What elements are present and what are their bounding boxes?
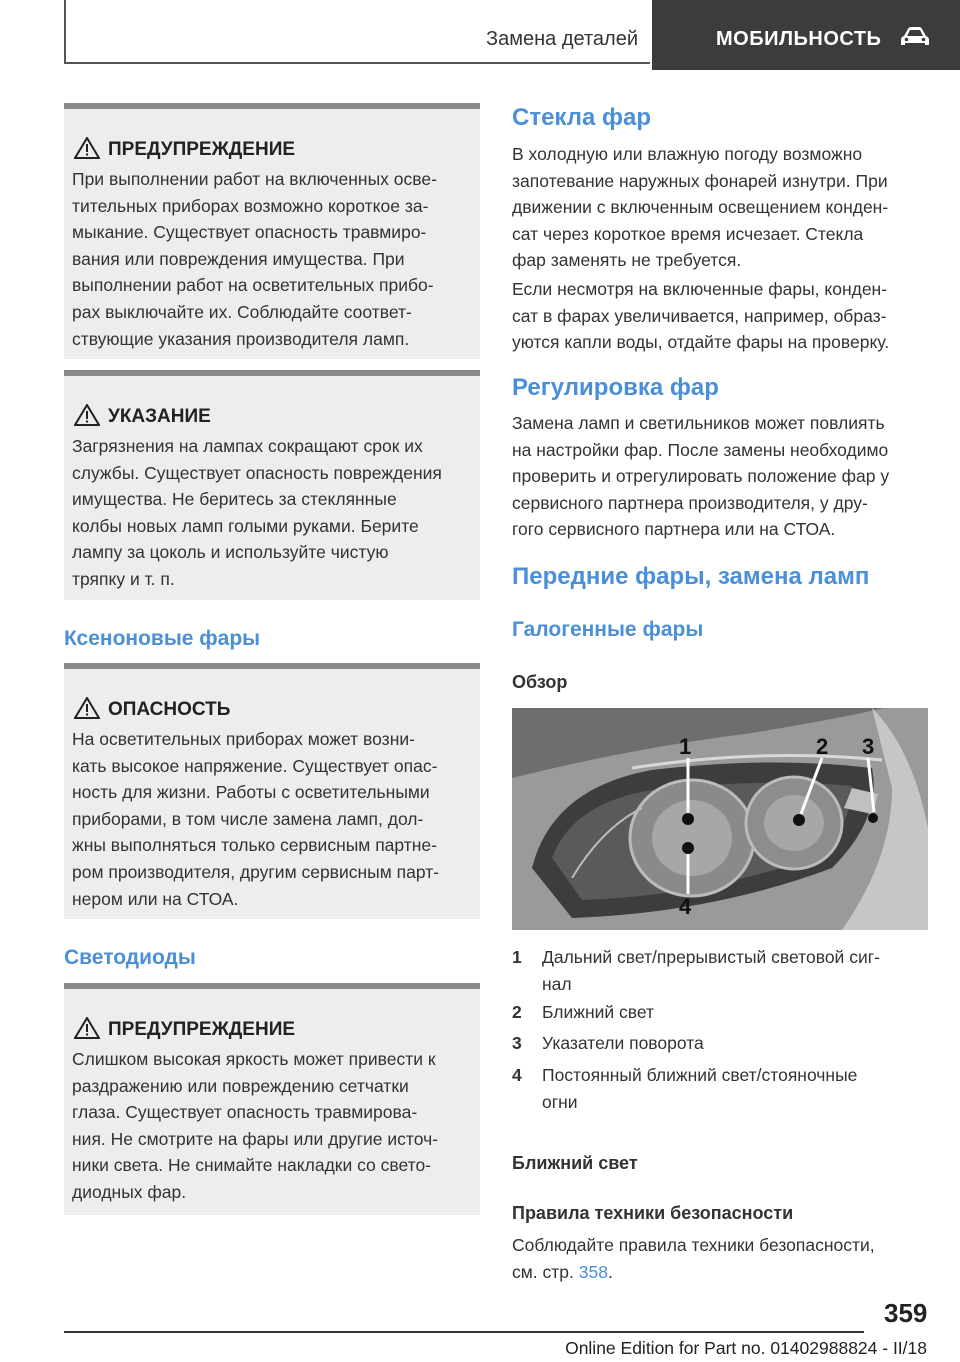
- warning-triangle-icon: [74, 137, 100, 159]
- text-line: раздражению или повреждению сетчатки: [72, 1075, 409, 1096]
- text-line: ствующие указания производителя ламп.: [72, 328, 410, 349]
- text-line: проверить и отрегулировать положение фар у: [512, 466, 890, 487]
- legend-number: 4: [512, 1065, 522, 1085]
- text-line: на настройки фар. После замены необходимо: [512, 439, 889, 460]
- text-line: сат в фарах увеличивается, например, образ-: [512, 305, 887, 326]
- text-line: Ближний свет: [542, 1002, 655, 1022]
- text-line: фар заменять не требуется.: [512, 250, 742, 271]
- footer-rule: [64, 1331, 864, 1333]
- text-line: При выполнении работ на включенных осве-: [72, 169, 437, 189]
- chapter-title: МОБИЛЬНОСТЬ: [716, 28, 882, 50]
- text-line: ром производителя, другим сервисным парт-: [72, 861, 440, 882]
- header-bottom-rule: [64, 62, 650, 64]
- text-line: колбы новых ламп голыми руками. Берите: [72, 515, 419, 536]
- text-line: вания или повреждения имущества. При: [72, 248, 405, 269]
- warning-box-2: [64, 983, 480, 1215]
- legend-number: 2: [512, 1002, 522, 1022]
- text-line: [512, 1259, 928, 1286]
- figure-label: 4: [679, 894, 692, 919]
- text-line: глаза. Существует опасность травмирова-: [72, 1102, 418, 1123]
- text-line: запотевание наружных фонарей изнутри. При: [512, 170, 888, 191]
- glass-heading: Стекла фар: [512, 104, 652, 131]
- legend-number: 3: [512, 1033, 522, 1053]
- halogen-heading: Галогенные фары: [512, 618, 704, 641]
- text-line: ность для жизни. Работы с осветительными: [72, 782, 430, 803]
- safety-heading: Правила техники безопасности: [512, 1203, 794, 1223]
- headlight-figure: [512, 708, 928, 930]
- warning-text: [72, 166, 472, 352]
- text-line: огни: [542, 1091, 578, 1112]
- text-line: Дальний свет/прерывистый световой сиг-: [542, 947, 880, 967]
- text-line: В холодную или влажную погоду возможно: [512, 144, 863, 164]
- text-line: Загрязнения на лампах сокращают срок их: [72, 436, 423, 456]
- front-lights-heading: Передние фары, замена ламп: [512, 563, 870, 590]
- lowbeam-heading: Ближний свет: [512, 1153, 638, 1173]
- text-line: Замена ламп и светильников может повлиять: [512, 413, 885, 433]
- text-line: сервисного партнера производителя, у дру-: [512, 492, 868, 513]
- text-line: выполнении работ на осветительных прибо-: [72, 275, 434, 296]
- figure-label: 2: [816, 734, 829, 759]
- glass-paragraph-1: [512, 141, 928, 274]
- headlight-illustration: [512, 708, 928, 930]
- text-line: нером или на СТОА.: [72, 888, 239, 909]
- figure-label: 3: [862, 734, 875, 759]
- text-line: Если несмотря на включенные фары, конден-: [512, 279, 888, 299]
- adjust-paragraph: [512, 410, 928, 543]
- text-line: диодных фар.: [72, 1181, 187, 1202]
- warning-title: ПРЕДУПРЕЖДЕНИЕ: [108, 1019, 296, 1040]
- text-fragment: .: [607, 1261, 613, 1282]
- xenon-heading: Ксеноновые фары: [64, 627, 261, 650]
- text-line: службы. Существует опасность повреждения: [72, 462, 442, 483]
- text-line: тительных приборах возможно короткое за-: [72, 195, 429, 216]
- text-line: На осветительных приборах может возни-: [72, 729, 415, 749]
- led-heading: Светодиоды: [64, 946, 196, 969]
- text-line: лампу за цоколь и используйте чистую: [72, 542, 389, 563]
- warning-triangle-icon: [74, 697, 100, 719]
- text-line: приборами, в том числе замена ламп, дол-: [72, 808, 424, 829]
- text-line: рах выключайте их. Соблюдайте соответ-: [72, 301, 412, 322]
- danger-text: [72, 726, 472, 912]
- overview-heading: Обзор: [512, 672, 568, 692]
- text-line: гого сервисного партнера или на СТОА.: [512, 519, 836, 540]
- text-line: Указатели поворота: [542, 1033, 704, 1053]
- warning-title: ПРЕДУПРЕЖДЕНИЕ: [108, 139, 296, 160]
- figure-label: 1: [679, 734, 692, 759]
- warning-text: [72, 1046, 472, 1206]
- edition-text: Online Edition for Part no. 01402988824 - II/18: [565, 1338, 927, 1358]
- text-line: мыкание. Существует опасность травмиро-: [72, 222, 427, 243]
- text-line: уются капли воды, отдайте фары на проверку.: [512, 332, 890, 353]
- text-line: Соблюдайте правила техники безопасности,: [512, 1235, 875, 1255]
- glass-paragraph-2: [512, 276, 928, 356]
- notice-box: [64, 370, 480, 600]
- text-line: кать высокое напряжение. Существует опас-: [72, 755, 438, 776]
- page-number: 359: [884, 1298, 928, 1328]
- text-line: нал: [542, 973, 572, 994]
- legend-text: [542, 1062, 922, 1115]
- warning-triangle-icon: [74, 404, 100, 426]
- safety-paragraph: [512, 1232, 928, 1285]
- notice-title: УКАЗАНИЕ: [108, 406, 211, 427]
- text-fragment: см. стр.: [512, 1261, 579, 1282]
- danger-box: [64, 663, 480, 919]
- text-line: жны выполняться только сервисным партне-: [72, 835, 437, 856]
- chapter-tab: [652, 0, 960, 70]
- text-line: ния. Не смотрите на фары или другие источ-: [72, 1128, 439, 1149]
- text-line: Слишком высокая яркость может привести к: [72, 1049, 436, 1069]
- legend-text: [542, 944, 922, 997]
- adjust-heading: Регулировка фар: [512, 374, 719, 401]
- page-reference-link[interactable]: 358: [578, 1261, 608, 1282]
- warning-triangle-icon: [74, 1017, 100, 1039]
- section-title: Замена деталей: [486, 28, 638, 50]
- text-line: имущества. Не беритесь за стеклянные: [72, 489, 397, 510]
- notice-text: [72, 433, 472, 593]
- legend-text: [542, 999, 922, 1026]
- text-line: движении с включенным освещением конден-: [512, 197, 889, 218]
- danger-title: ОПАСНОСТЬ: [108, 699, 231, 720]
- text-line: ники света. Не снимайте накладки со свето-: [72, 1155, 432, 1176]
- warning-box-1: [64, 103, 480, 359]
- text-line: тряпку и т. п.: [72, 568, 175, 589]
- text-line: сат через короткое время исчезает. Стекла: [512, 223, 864, 244]
- car-icon: [900, 26, 930, 48]
- header-left-rule: [64, 0, 66, 64]
- text-line: Постоянный ближний свет/стояночные: [542, 1065, 858, 1085]
- legend-number: 1: [512, 947, 522, 967]
- legend-text: [542, 1030, 922, 1057]
